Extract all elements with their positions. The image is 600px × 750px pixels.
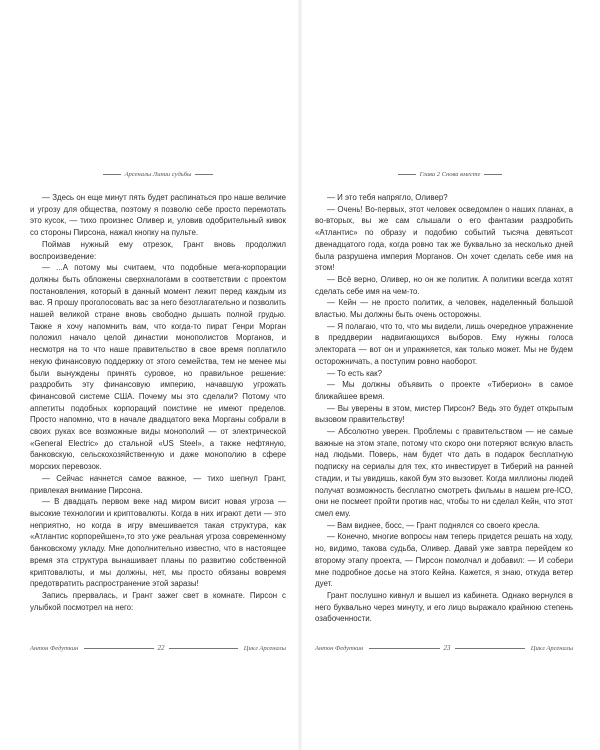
page-number: 23 bbox=[443, 644, 451, 652]
head-rule-right bbox=[484, 174, 502, 175]
left-running-head bbox=[58, 171, 258, 178]
footer-series: Цикл Арсеналы bbox=[530, 644, 573, 652]
right-body-text bbox=[315, 192, 573, 625]
paragraph: — Вам виднее, босс, — Грант поднялся со своего кресла. bbox=[327, 520, 540, 530]
paragraph: — Конечно, многие вопросы нам теперь придется решать на ходу, но, видимо, такова судьба, Оливер. Давай уже завтра перейдем ко второму этапу проекта, — Пирсон помолчал и добавил: — И собери мне подробное досье на этого Кейна. Кажется, я знаю, откуда ветер дует. bbox=[315, 532, 573, 589]
paragraph: — Вы уверены в этом, мистер Пирсон? Ведь это будет открытым вызовом правительству! bbox=[315, 403, 573, 425]
paragraph: — И это тебя напрягло, Оливер? bbox=[327, 193, 448, 202]
footer-author: Антон Федуткин bbox=[30, 644, 79, 652]
paragraph: — То есть как? bbox=[327, 368, 382, 378]
paragraph: — Абсолютно уверен. Проблемы с правительством — не самые важные на этом этапе, потому что скоро они потеряют всякую власть над людьми. Поверь, нам будет что дать в подарок бесплатную подписку на сериалы для тех, кто инвестирует в Тиберий на ранней стадии, и ты увидишь, какой бум это вызовет. Когда миллионы людей получат возможность бесплатно смотреть фильмы в нашем pre-ICO, они не посмеет пройти против нас, чтобы то ни сделал Кейн, что этот смел ему. bbox=[315, 427, 573, 518]
head-rule-right bbox=[195, 174, 213, 175]
right-running-head-text: Глава 2 Снова вместе bbox=[419, 171, 481, 178]
paragraph: — Я полагаю, что то, что мы видели, лишь очередное упражнение в преддверии надвигающихся выборов. Ему нужны голоса электората — вот он и упражняется, как только может. Мы не будем осторожничать, а поступим ровно наоборот. bbox=[315, 321, 573, 366]
footer-folio-group bbox=[78, 644, 244, 652]
folio-rule-right bbox=[169, 648, 238, 649]
folio-rule-right bbox=[455, 648, 525, 649]
paragraph: — ...А потому мы считаем, что подобные мега-корпорации должны быть обложены сверхналогами в соответствии с проектом постановления, который в данный момент лежит перед каждым из вас. Я прошу проголосовать вас за него безотлагательно и позволить нашей великой стране вновь свободно дышать полной грудью. Также я хочу напомнить вам, что когда-то пират Генри Морган положил начало целой династии монополистов Морганов, и несмотря на то что наше правительство в свое время поплатило некую финансовую поддержку от этого семейства, тем не менее мы были вынуждены принять суровое, но правильное решение: раздробить эту финансовую империю, начавшую угрожать финансовой системе США. Почему мы это сделали? Потому что аппетиты подобных корпораций поистине не имеют пределов. Просто напомню, что в начале двадцатого века Морганы собрали в своих руках все возможные виды монополий — от электрической «General Electric» до стальной «US Steel», а также нефтяную, банковскую, сельскохозяйственную и даже монополию в сфере морских перевозок. bbox=[30, 263, 286, 472]
head-rule-left bbox=[398, 174, 416, 175]
paragraph: — Сейчас начнется самое важное, — тихо шепнул Грант, привлекая внимание Пирсона. bbox=[30, 473, 286, 495]
paragraph: — Всё верно, Оливер, но он же политик. А политики всегда хотят сделать себе имя на чем-то. bbox=[315, 274, 573, 296]
paragraph: Поймав нужный ему отрезок, Грант вновь продолжил воспроизведение: bbox=[30, 239, 286, 261]
footer-author: Антон Федуткин bbox=[315, 644, 364, 652]
paragraph: Грант послушно кивнул и вышел из кабинета. Однако вернулся в него буквально через минуту, и его лицо выражало крайнюю степень озабоченности. bbox=[315, 590, 573, 624]
right-page bbox=[300, 0, 600, 750]
footer-folio-group bbox=[363, 644, 531, 652]
paragraph: — Мы должны объявить о проекте «Тиберион» в самое ближайшее время. bbox=[315, 380, 573, 401]
left-body-text bbox=[30, 192, 286, 613]
head-rule-left bbox=[103, 174, 121, 175]
paragraph: — В двадцать первом веке над миром висит новая угроза — высокие технологии и криптовалюты. Когда в них играют дети — это неприятно, но когда в игру вмешивается такая структура, как «Атлантис корпорейшен»,то это уже реальная угроза современному банковскому укладу. Мне дополнительно известно, что в настоящее время эта структура вынашивает планы по развитию собственной криптовалюты, и мы должны, нет, мы просто обязаны вовремя предотвратить распространение этой заразы! bbox=[30, 497, 286, 589]
left-running-head-text: Арсеналы Линии судьбы bbox=[124, 171, 192, 178]
page-number: 22 bbox=[157, 644, 165, 652]
right-footer bbox=[315, 644, 573, 652]
footer-series: Цикл Арсеналы bbox=[243, 644, 286, 652]
paragraph: — Здесь он еще минут пять будет распинаться про наше величие и угрозу для общества, поэтому я позволю себе просто перемотать это кусок, — тихо произнес Оливер и, уловив одобрительный кивок со стороны Пирсона, нажал кнопку на пульте. bbox=[30, 193, 286, 238]
paragraph: — Кейн — не просто политик, а человек, наделенный большой властью. Мы должны быть очень осторожны. bbox=[315, 298, 573, 320]
right-running-head bbox=[330, 171, 570, 178]
paragraph: — Очень! Во-первых, этот человек осведомлен о наших планах, а во-вторых, вы же сам слышали о его фантазии раздробить «Атлантис» по образу и подобию событий тысяча девятьсот двенадцатого года, когда ровно так же буквально за несколько дней была разрушена империя Морганов. Он хочет сделать себе имя на этом! bbox=[315, 204, 573, 273]
folio-rule-left bbox=[84, 648, 153, 649]
left-footer bbox=[30, 644, 286, 652]
paragraph: Запись прервалась, и Грант зажег свет в комнате. Пирсон с улыбкой посмотрел на него: bbox=[30, 590, 286, 612]
folio-rule-left bbox=[369, 648, 439, 649]
